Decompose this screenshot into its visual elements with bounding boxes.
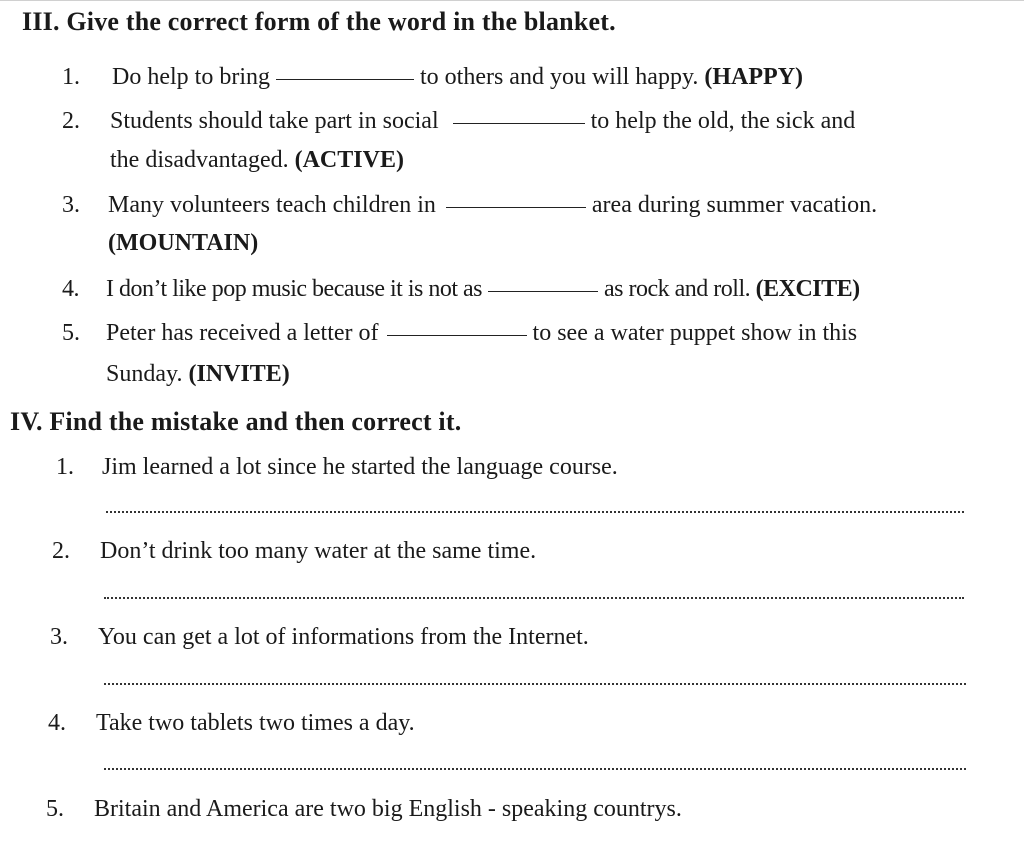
item-text-after: to help the old, the sick and	[590, 108, 856, 134]
answer-blank[interactable]	[453, 123, 585, 124]
word-hint: (EXCITE)	[755, 276, 860, 302]
item-number: 4.	[48, 710, 66, 736]
sentence-text: Jim learned a lot since he started the language course.	[102, 454, 618, 480]
sentence-text: Don’t drink too many water at the same time.	[100, 538, 537, 564]
item-number: 2.	[62, 108, 80, 134]
item-number: 4.	[62, 276, 79, 302]
answer-line[interactable]	[104, 597, 964, 599]
answer-line[interactable]	[104, 683, 966, 685]
answer-blank[interactable]	[488, 291, 598, 292]
word-hint: (INVITE)	[188, 361, 290, 387]
item-text-cont: Sunday.	[106, 361, 183, 387]
item-text-before: Do help to bring	[112, 64, 270, 90]
answer-line[interactable]	[106, 511, 964, 513]
item-number: 5.	[62, 320, 80, 346]
section-3-title: III. Give the correct form of the word in the blanket.	[22, 7, 616, 36]
item-text-after: as rock and roll.	[604, 276, 751, 302]
sentence-text: Take two tablets two times a day.	[96, 710, 415, 736]
item-number: 3.	[62, 192, 80, 218]
s3-item-2-line-2	[110, 140, 404, 180]
item-number: 3.	[50, 624, 68, 650]
answer-line[interactable]	[104, 768, 966, 770]
answer-blank[interactable]	[276, 79, 414, 80]
answer-blank[interactable]	[446, 207, 586, 208]
item-text-cont: the disadvantaged.	[110, 147, 289, 173]
item-number: 1.	[56, 454, 74, 480]
s3-item-5-line-2	[106, 354, 290, 394]
s3-item-3-line-2	[108, 223, 258, 263]
item-number: 5.	[46, 796, 64, 822]
item-number: 1.	[62, 64, 80, 90]
sentence-text: Britain and America are two big English - speaking countrys.	[94, 796, 682, 822]
word-hint: (ACTIVE)	[294, 147, 404, 173]
item-text-after: area during summer vacation.	[591, 192, 878, 218]
sentence-text: You can get a lot of informations from the Internet.	[98, 624, 589, 650]
item-text-before: Students should take part in social	[110, 108, 439, 134]
answer-blank[interactable]	[387, 335, 527, 336]
item-text-after: to others and you will happy.	[419, 64, 699, 90]
item-number: 2.	[52, 538, 70, 564]
word-hint: (HAPPY)	[704, 64, 804, 90]
item-text-before: Many volunteers teach children in	[108, 192, 436, 218]
section-4-title: IV. Find the mistake and then correct it.	[10, 407, 462, 436]
word-hint: (MOUNTAIN)	[108, 230, 259, 256]
item-text-before: Peter has received a letter of	[106, 320, 379, 346]
item-text-after: to see a water puppet show in this	[532, 320, 858, 346]
item-text-before: I don’t like pop music because it is not as	[106, 276, 482, 302]
